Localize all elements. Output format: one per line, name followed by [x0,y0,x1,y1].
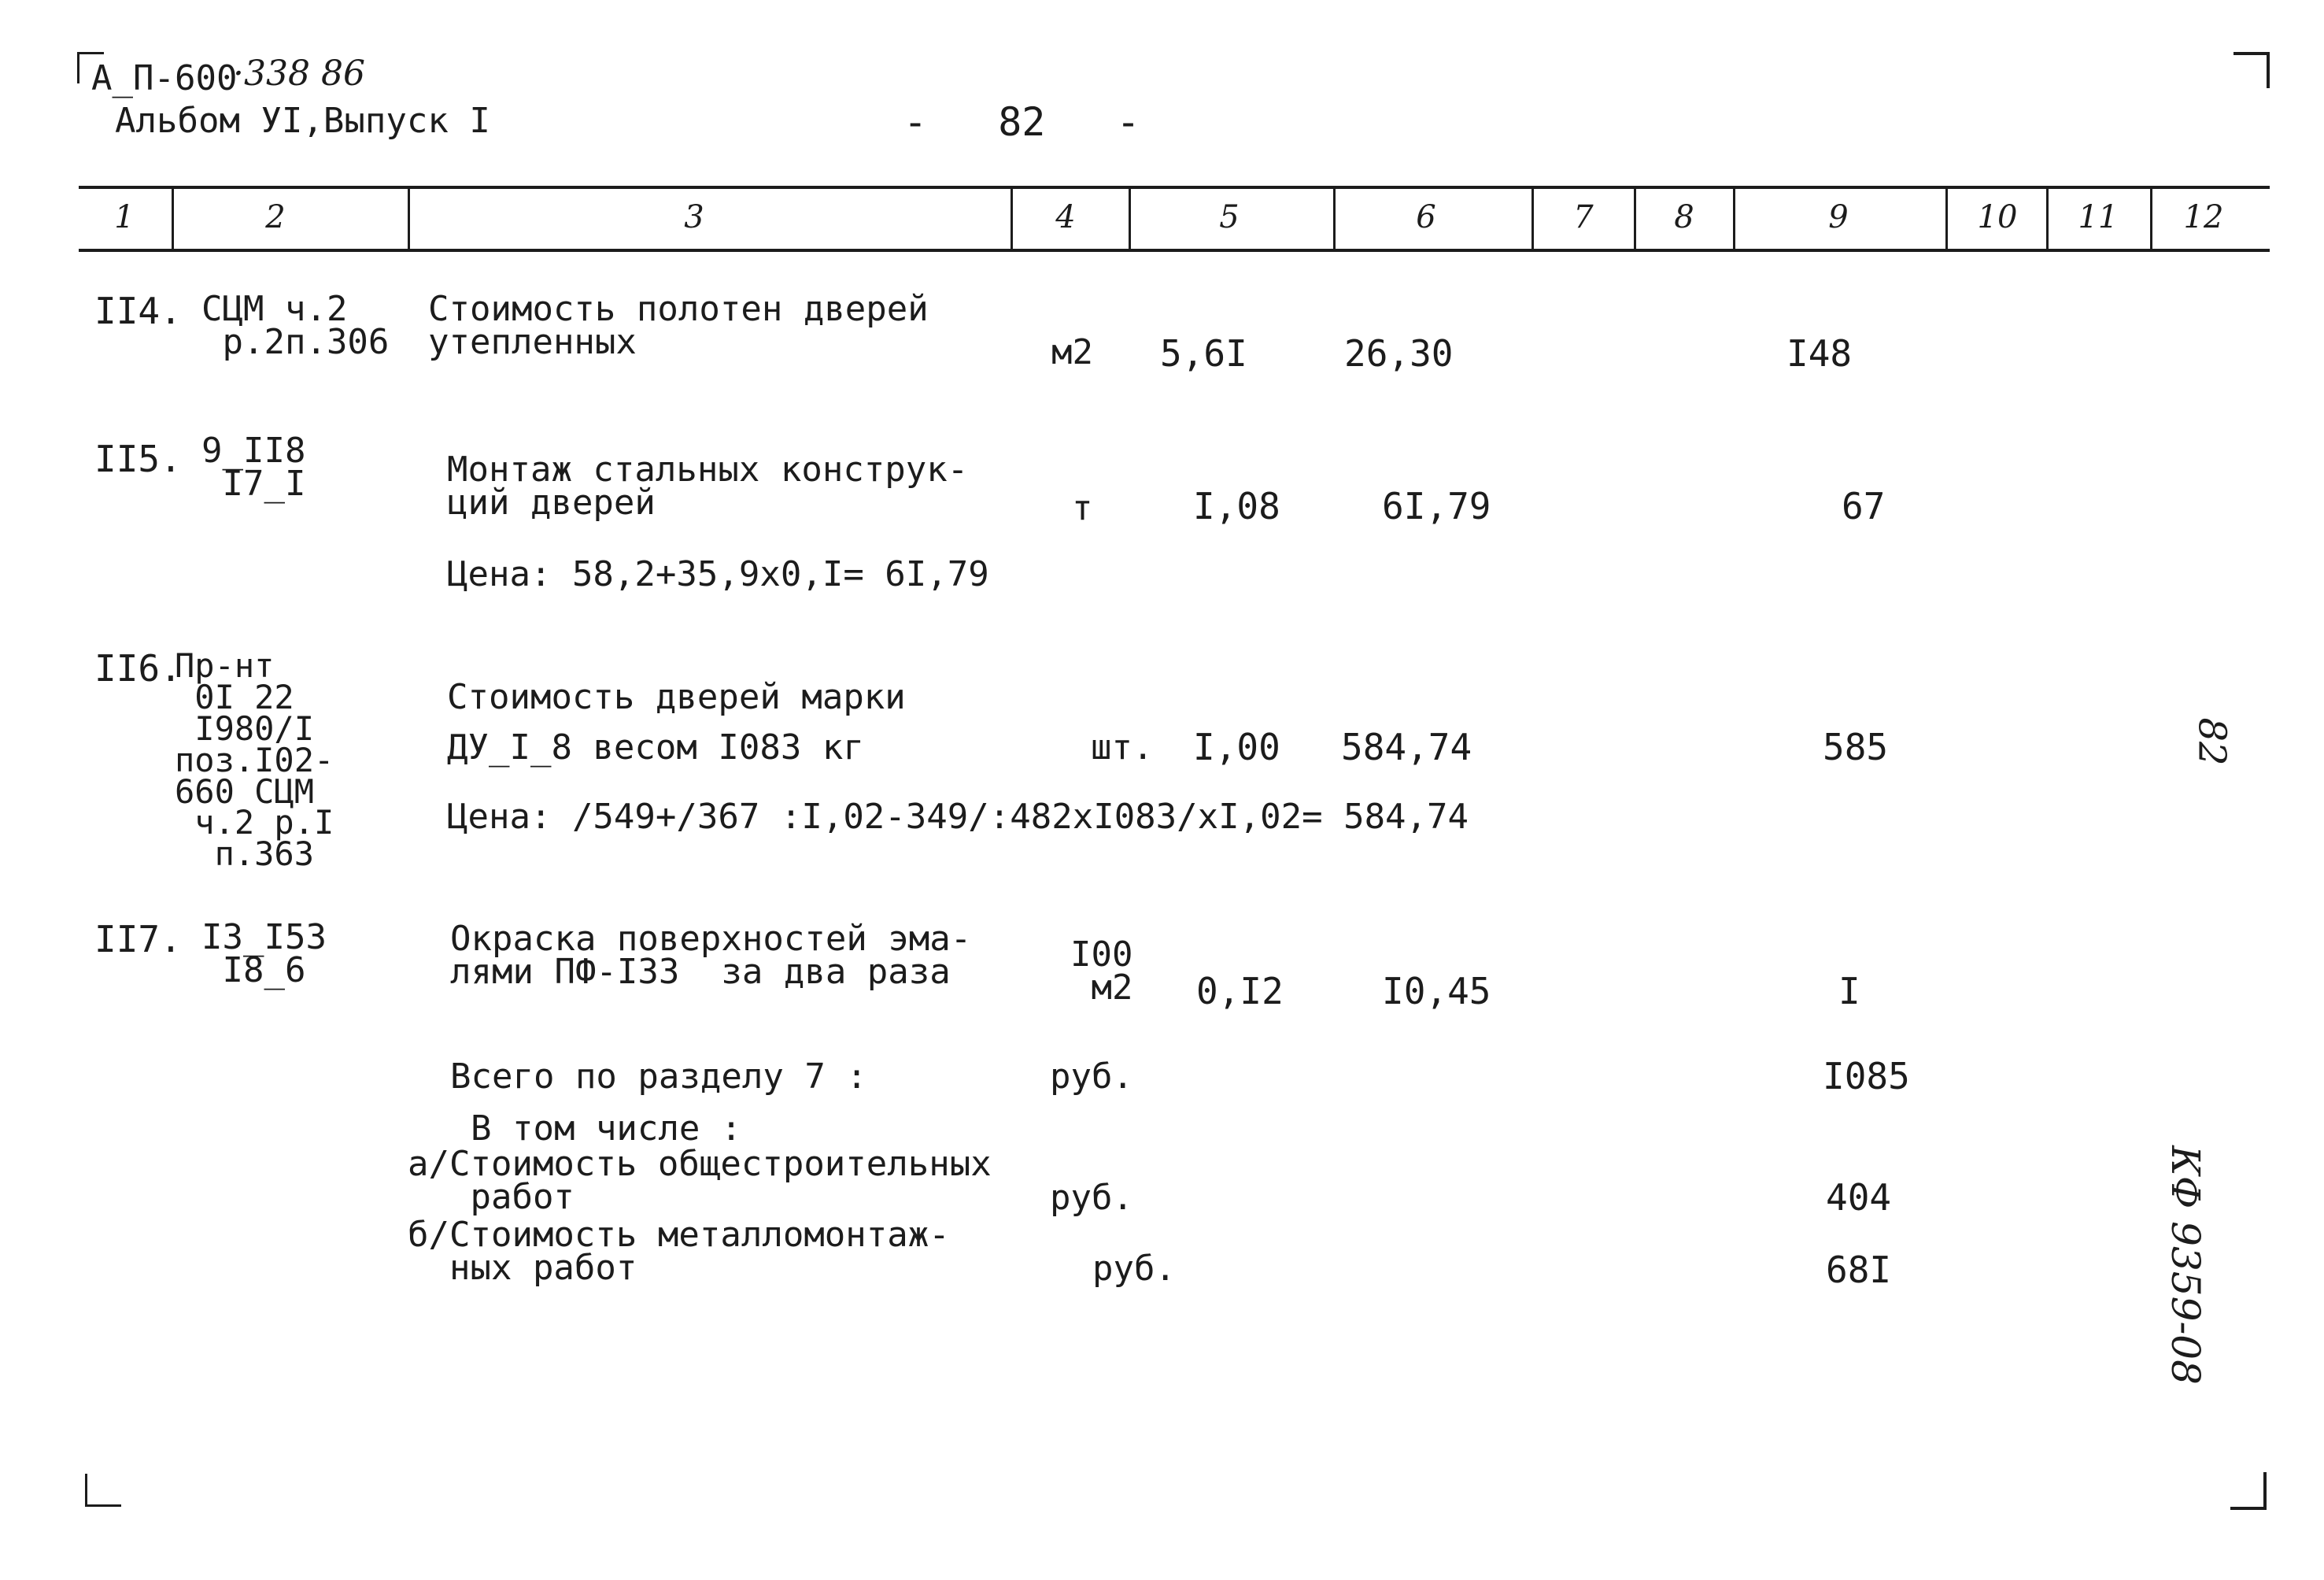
row-total: 67 [1842,485,1886,527]
row-number: II4. [94,290,182,332]
row-description: Монтаж стальных конструк- ций дверей [447,450,969,523]
including-label: В том числе : [471,1108,742,1149]
column-number: 12 [2183,199,2224,235]
row-unit: т [1072,488,1093,528]
column-number: 4 [1055,199,1076,235]
column-number: 11 [2078,199,2119,235]
price-calculation: Цена: 58,2+35,9х0,I= 6I,79 [447,554,989,594]
column-number: 2 [265,199,286,235]
column-number: 3 [684,199,704,235]
row-number: II6. [94,647,182,690]
row-total: I48 [1786,332,1853,375]
row-description: Стоимость полотен дверей утепленных [428,289,929,362]
column-number: 9 [1828,199,1849,235]
document-code: А_П-600 [91,58,238,98]
price-calculation: Цена: /549+/367 :I,02-349/:482хI083/хI,02= 584,74 [447,797,1469,837]
row-reference: 9_II8 I7_I [201,431,306,504]
row-unit: м2 [1051,332,1093,372]
row-number: II5. [94,438,182,480]
row-unit-price: 6I,79 [1382,485,1491,527]
document-code-handwritten: ·338 86 [233,54,365,94]
row-reference: I3_I53 I8_6 [201,917,327,990]
row-unit-price: I0,45 [1382,970,1491,1012]
row-unit-price: 26,30 [1344,332,1454,375]
row-quantity: 5,6I [1160,332,1247,375]
column-number: 6 [1416,199,1436,235]
general-construction-value: 404 [1826,1176,1892,1219]
section-total-value: I085 [1823,1055,1910,1097]
section-total-unit: руб. [1050,1056,1133,1097]
metal-installation-unit: руб. [1092,1249,1176,1289]
column-number: 8 [1674,199,1694,235]
row-unit: I00 м2 [1070,934,1133,1008]
row-description: Стоимость дверей марки [447,677,906,717]
row-description-mark: ДУ_I_8 весом I083 кг [447,727,864,768]
row-quantity: 0,I2 [1196,970,1284,1012]
page-number: - 82 - [903,99,1140,145]
metal-installation-value: 68I [1826,1249,1892,1291]
column-number: 7 [1573,199,1594,235]
row-reference: СЦМ ч.2 р.2п.306 [201,289,390,362]
margin-page-number: 82 [2189,717,2234,766]
column-number: 5 [1219,199,1240,235]
row-total: I [1838,970,1860,1012]
row-reference: Пр-нт 0I 22 I980/I поз.I02- 660 СЦМ ч.2 р.I п.363 [175,646,334,874]
general-construction-label: а/Стоимость общестроительных работ [408,1144,992,1217]
section-total-label: Всего по разделу 7 : [450,1056,867,1097]
row-quantity: I,00 [1193,726,1280,768]
album-label: Альбом УI,Выпуск I [115,101,490,141]
row-quantity: I,08 [1193,485,1280,527]
metal-installation-label: б/Стоимость металломонтаж- ных работ [408,1215,950,1288]
margin-stamp: КФ 9359-08 [2163,1145,2208,1385]
row-description: Окраска поверхностей эма- лями ПФ-I33 за два раза [450,919,972,992]
column-number: 10 [1977,199,2018,235]
row-unit: шт. [1091,727,1154,768]
row-unit-price: 584,74 [1341,726,1472,768]
column-number: 1 [114,199,135,235]
row-number: II7. [94,918,182,960]
general-construction-unit: руб. [1050,1178,1133,1218]
row-total: 585 [1823,726,1889,768]
